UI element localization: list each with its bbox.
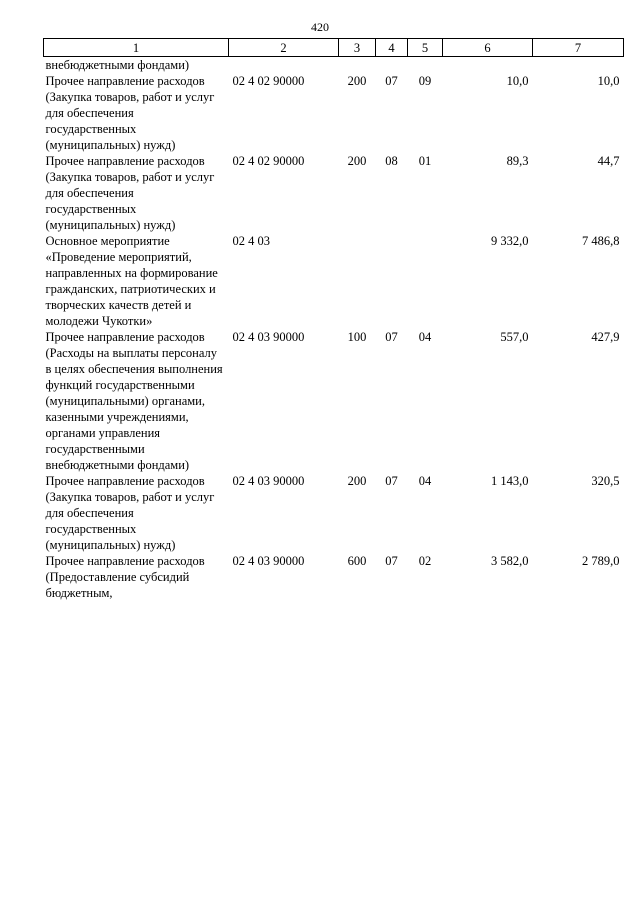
budget-table — [43, 38, 624, 601]
table-row — [44, 329, 624, 473]
row-sum-planned — [443, 57, 533, 74]
row-code: 02 4 02 90000 — [232, 74, 305, 88]
row-sum-executed: 427,9 — [591, 330, 620, 344]
row-subsection: 02 — [418, 554, 432, 568]
row-name: Прочее направление расходов (Закупка товаров, работ и услуг для обеспечения государственных (муниципальных) нужд) — [45, 154, 215, 232]
row-section: 07 — [385, 554, 398, 568]
row-name: внебюджетными фондами) — [45, 58, 190, 72]
row-subsection: 04 — [418, 474, 432, 488]
row-sum-executed: 2 789,0 — [582, 554, 620, 568]
row-expense-type: 200 — [347, 474, 367, 488]
row-sum-executed — [533, 57, 624, 74]
row-sum-planned: 3 582,0 — [491, 554, 529, 568]
row-subsection: 09 — [418, 74, 432, 88]
row-expense-type: 100 — [347, 330, 367, 344]
table-row — [44, 473, 624, 553]
row-section: 07 — [385, 330, 398, 344]
row-code: 02 4 03 — [232, 234, 270, 248]
page-number: 420 — [311, 20, 329, 34]
row-code: 02 4 02 90000 — [232, 154, 305, 168]
row-sum-planned: 557,0 — [500, 330, 529, 344]
row-sum-executed: 44,7 — [597, 154, 620, 168]
table-row — [44, 233, 624, 329]
row-code — [229, 57, 339, 74]
header-col-1: 1 — [44, 39, 229, 57]
table-header-row — [44, 39, 624, 57]
table-row — [44, 153, 624, 233]
row-name: Прочее направление расходов (Расходы на выплаты персоналу в целях обеспечения выполнения функций государственными (муниципальными) органами, казенными учреждениями, органами управления государственными внебюджетными фондами) — [45, 330, 223, 472]
header-col-6: 6 — [443, 39, 533, 57]
row-subsection — [408, 57, 443, 74]
row-code: 02 4 03 90000 — [232, 554, 305, 568]
row-subsection: 01 — [418, 154, 432, 168]
row-expense-type — [339, 233, 376, 329]
header-col-5: 5 — [408, 39, 443, 57]
row-sum-planned: 1 143,0 — [491, 474, 529, 488]
row-section: 08 — [385, 154, 398, 168]
table-row — [44, 553, 624, 601]
table-row — [44, 73, 624, 153]
row-name: Прочее направление расходов (Закупка товаров, работ и услуг для обеспечения государственных (муниципальных) нужд) — [45, 474, 215, 552]
header-col-4: 4 — [376, 39, 408, 57]
row-sum-executed: 7 486,8 — [582, 234, 620, 248]
row-sum-planned: 89,3 — [506, 154, 529, 168]
row-section: 07 — [385, 474, 398, 488]
row-section: 07 — [385, 74, 398, 88]
row-name: Прочее направление расходов (Закупка товаров, работ и услуг для обеспечения государственных (муниципальных) нужд) — [45, 74, 215, 152]
row-name: Основное мероприятие «Проведение мероприятий, направленных на формирование гражданских, патриотических и творческих качеств детей и молодежи Чукотки» — [45, 234, 218, 328]
row-sum-executed: 10,0 — [597, 74, 620, 88]
row-subsection: 04 — [418, 330, 432, 344]
row-expense-type: 200 — [347, 154, 367, 168]
row-section — [376, 233, 408, 329]
row-expense-type: 200 — [347, 74, 367, 88]
row-code: 02 4 03 90000 — [232, 474, 305, 488]
table-row — [44, 57, 624, 74]
header-col-2: 2 — [229, 39, 339, 57]
row-expense-type: 600 — [347, 554, 367, 568]
row-code: 02 4 03 90000 — [232, 330, 305, 344]
row-name: Прочее направление расходов (Предоставление субсидий бюджетным, — [45, 554, 205, 600]
row-sum-planned: 9 332,0 — [491, 234, 529, 248]
row-subsection — [408, 233, 443, 329]
row-expense-type — [339, 57, 376, 74]
row-sum-executed: 320,5 — [591, 474, 620, 488]
header-col-7: 7 — [533, 39, 624, 57]
row-sum-planned: 10,0 — [506, 74, 529, 88]
header-col-3: 3 — [339, 39, 376, 57]
row-section — [376, 57, 408, 74]
